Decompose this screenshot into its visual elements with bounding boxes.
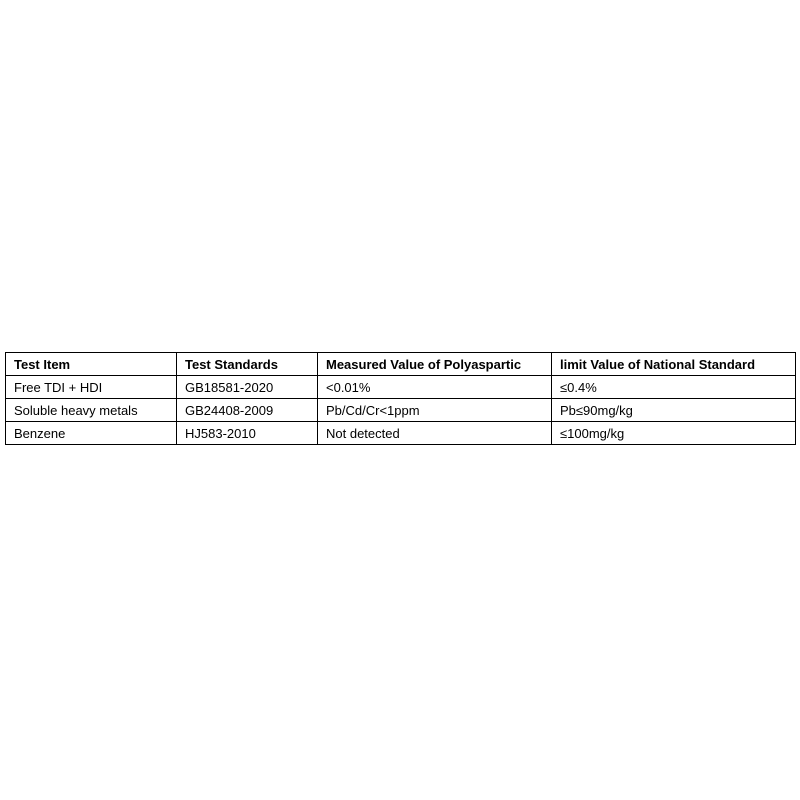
cell-test-standard: GB24408-2009	[177, 399, 318, 422]
cell-test-item: Benzene	[6, 422, 177, 445]
cell-measured-value: Not detected	[318, 422, 552, 445]
table-row	[6, 399, 796, 422]
cell-limit-value: ≤0.4%	[552, 376, 796, 399]
test-results-table-container	[5, 352, 795, 445]
test-results-table	[5, 352, 796, 445]
header-test-item: Test Item	[6, 353, 177, 376]
cell-measured-value: <0.01%	[318, 376, 552, 399]
header-measured-value: Measured Value of Polyaspartic	[318, 353, 552, 376]
cell-limit-value: ≤100mg/kg	[552, 422, 796, 445]
cell-test-item: Free TDI + HDI	[6, 376, 177, 399]
cell-test-item: Soluble heavy metals	[6, 399, 177, 422]
cell-test-standard: HJ583-2010	[177, 422, 318, 445]
table-header-row	[6, 353, 796, 376]
cell-limit-value: Pb≤90mg/kg	[552, 399, 796, 422]
header-test-standards: Test Standards	[177, 353, 318, 376]
header-limit-value: limit Value of National Standard	[552, 353, 796, 376]
cell-test-standard: GB18581-2020	[177, 376, 318, 399]
table-row	[6, 422, 796, 445]
table-row	[6, 376, 796, 399]
cell-measured-value: Pb/Cd/Cr<1ppm	[318, 399, 552, 422]
